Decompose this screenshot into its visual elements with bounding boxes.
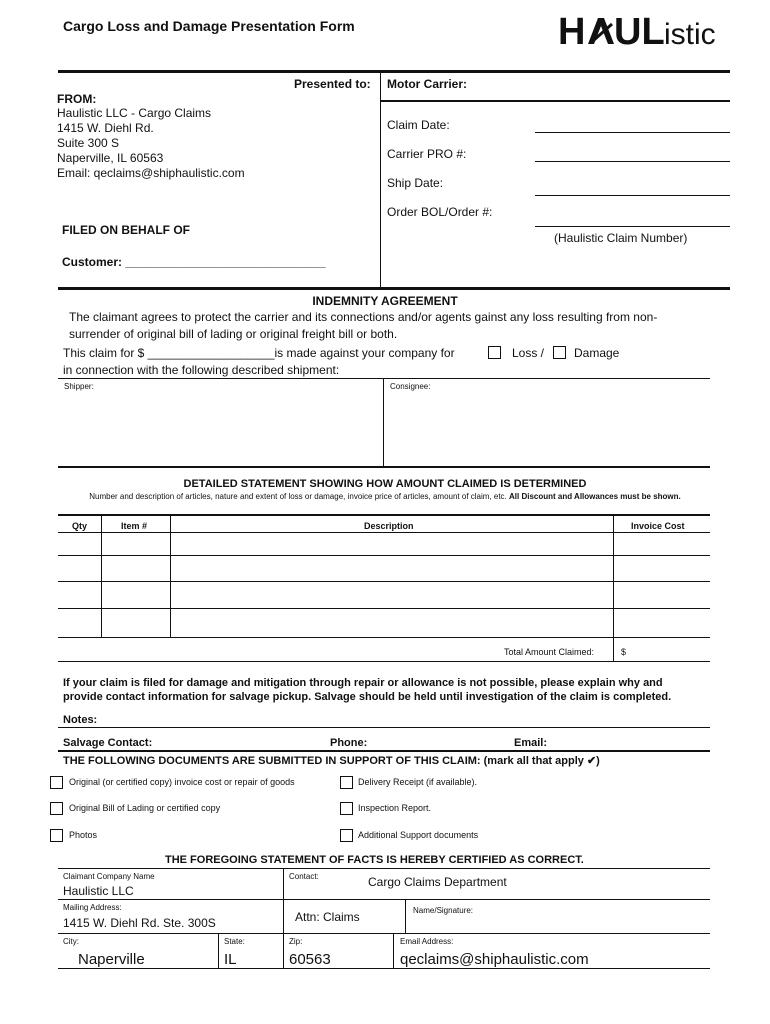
carrier-pro-field[interactable] — [535, 161, 730, 162]
form-title: Cargo Loss and Damage Presentation Form — [63, 18, 355, 34]
svg-text:H: H — [558, 11, 586, 50]
bill-of-lading-checkbox[interactable] — [50, 802, 63, 815]
phone-label: Phone: — [330, 737, 368, 749]
col-item: Item # — [121, 521, 148, 531]
mailing-value[interactable]: 1415 W. Diehl Rd. Ste. 300S — [63, 916, 216, 930]
state-label: State: — [224, 937, 245, 946]
svg-text:istic: istic — [664, 18, 716, 50]
shipper-label: Shipper: — [64, 382, 94, 391]
filed-on-behalf-label: FILED ON BEHALF OF — [62, 223, 190, 237]
order-bol-label: Order BOL/Order #: — [387, 205, 493, 219]
notes-label: Notes: — [63, 714, 98, 726]
statement-subtitle: Number and description of articles, nature and extent of loss or damage, invoice price of articles, amount of claim, etc. All Discount and Allowances must be shown. — [89, 492, 681, 501]
attn-value[interactable]: Attn: Claims — [295, 910, 360, 924]
signature-field[interactable] — [410, 916, 706, 932]
invoice-label: Original (or certified copy) invoice cost or repair of goods — [69, 777, 295, 787]
damage-label: Damage — [574, 346, 620, 360]
loss-label: Loss / — [512, 346, 545, 360]
motor-carrier-label: Motor Carrier: — [387, 77, 468, 91]
claim-for-text: This claim for $ ___________________is made against your company for — [63, 346, 455, 360]
delivery-receipt-label: Delivery Receipt (if available). — [358, 777, 478, 787]
haulistic-logo — [558, 10, 728, 50]
notes-field[interactable] — [58, 727, 710, 728]
col-qty: Qty — [72, 521, 88, 531]
additional-docs-label: Additional Support documents — [358, 830, 479, 840]
claim-number-note: (Haulistic Claim Number) — [554, 231, 688, 245]
salvage-contact-label: Salvage Contact: — [63, 737, 153, 749]
ship-date-label: Ship Date: — [387, 176, 444, 190]
delivery-receipt-checkbox[interactable] — [340, 776, 353, 789]
salvage-paragraph: If your claim is filed for damage and mitigation through repair or allowance is not possible, please explain why and provide contact information for salvage pickup. Salvage should be held until investigation of the claim is completed. — [63, 677, 672, 703]
invoice-checkbox[interactable] — [50, 776, 63, 789]
bill-of-lading-label: Original Bill of Lading or certified copy — [69, 803, 221, 813]
shipper-field[interactable] — [64, 392, 379, 464]
email-address-label: Email Address: — [400, 937, 454, 946]
photos-label: Photos — [69, 830, 98, 840]
consignee-field[interactable] — [388, 392, 706, 464]
email-label: Email: — [514, 737, 548, 749]
col-description: Description — [364, 521, 414, 531]
total-value[interactable]: $ — [621, 647, 627, 657]
inspection-report-label: Inspection Report. — [358, 803, 432, 813]
loss-checkbox[interactable] — [488, 346, 501, 359]
company-label: Claimant Company Name — [63, 872, 155, 881]
damage-checkbox[interactable] — [553, 346, 566, 359]
email-address-value[interactable]: qeclaims@shiphaulistic.com — [400, 951, 589, 968]
connection-text: in connection with the following described shipment: — [63, 363, 340, 377]
mailing-label: Mailing Address: — [63, 903, 122, 912]
zip-value[interactable]: 60563 — [289, 951, 331, 968]
statement-title: DETAILED STATEMENT SHOWING HOW AMOUNT CLAIMED IS DETERMINED — [183, 478, 587, 490]
claim-date-label: Claim Date: — [387, 118, 450, 132]
documents-title: THE FOLLOWING DOCUMENTS ARE SUBMITTED IN SUPPORT OF THIS CLAIM: (mark all that apply ✔) — [63, 755, 600, 767]
city-value[interactable]: Naperville — [78, 951, 145, 968]
signature-label: Name/Signature: — [413, 906, 474, 915]
svg-text:UL: UL — [614, 11, 665, 50]
from-address: Haulistic LLC - Cargo Claims 1415 W. Diehl Rd. Suite 300 S Naperville, IL 60563 Email: qeclaims@shiphaulistic.com — [57, 106, 245, 180]
total-label: Total Amount Claimed: — [504, 647, 595, 657]
company-value[interactable]: Haulistic LLC — [63, 884, 134, 898]
customer-field[interactable]: Customer: ______________________________ — [62, 255, 326, 269]
consignee-label: Consignee: — [390, 382, 431, 391]
inspection-report-checkbox[interactable] — [340, 802, 353, 815]
table-row[interactable] — [58, 581, 710, 582]
presented-to-label: Presented to: — [294, 77, 371, 91]
carrier-pro-label: Carrier PRO #: — [387, 147, 467, 161]
indemnity-title: INDEMNITY AGREEMENT — [312, 294, 458, 308]
zip-label: Zip: — [289, 937, 303, 946]
claim-date-field[interactable] — [535, 132, 730, 133]
col-invoice-cost: Invoice Cost — [631, 521, 685, 531]
from-label: FROM: — [57, 92, 97, 106]
table-row[interactable] — [58, 637, 710, 638]
state-value[interactable]: IL — [224, 951, 237, 968]
table-row[interactable] — [58, 555, 710, 556]
city-label: City: — [63, 937, 79, 946]
photos-checkbox[interactable] — [50, 829, 63, 842]
ship-date-field[interactable] — [535, 195, 730, 196]
additional-docs-checkbox[interactable] — [340, 829, 353, 842]
indemnity-text-2: surrender of original bill of lading or original freight bill or both. — [69, 327, 398, 341]
table-row[interactable] — [58, 608, 710, 609]
certify-title: THE FOREGOING STATEMENT OF FACTS IS HEREBY CERTIFIED AS CORRECT. — [165, 854, 584, 866]
contact-value[interactable]: Cargo Claims Department — [368, 875, 507, 889]
contact-label: Contact: — [289, 872, 319, 881]
indemnity-text-1: The claimant agrees to protect the carrier and its connections and/or agents gainst any loss resulting from non- — [69, 310, 658, 324]
order-bol-field[interactable] — [535, 226, 730, 227]
